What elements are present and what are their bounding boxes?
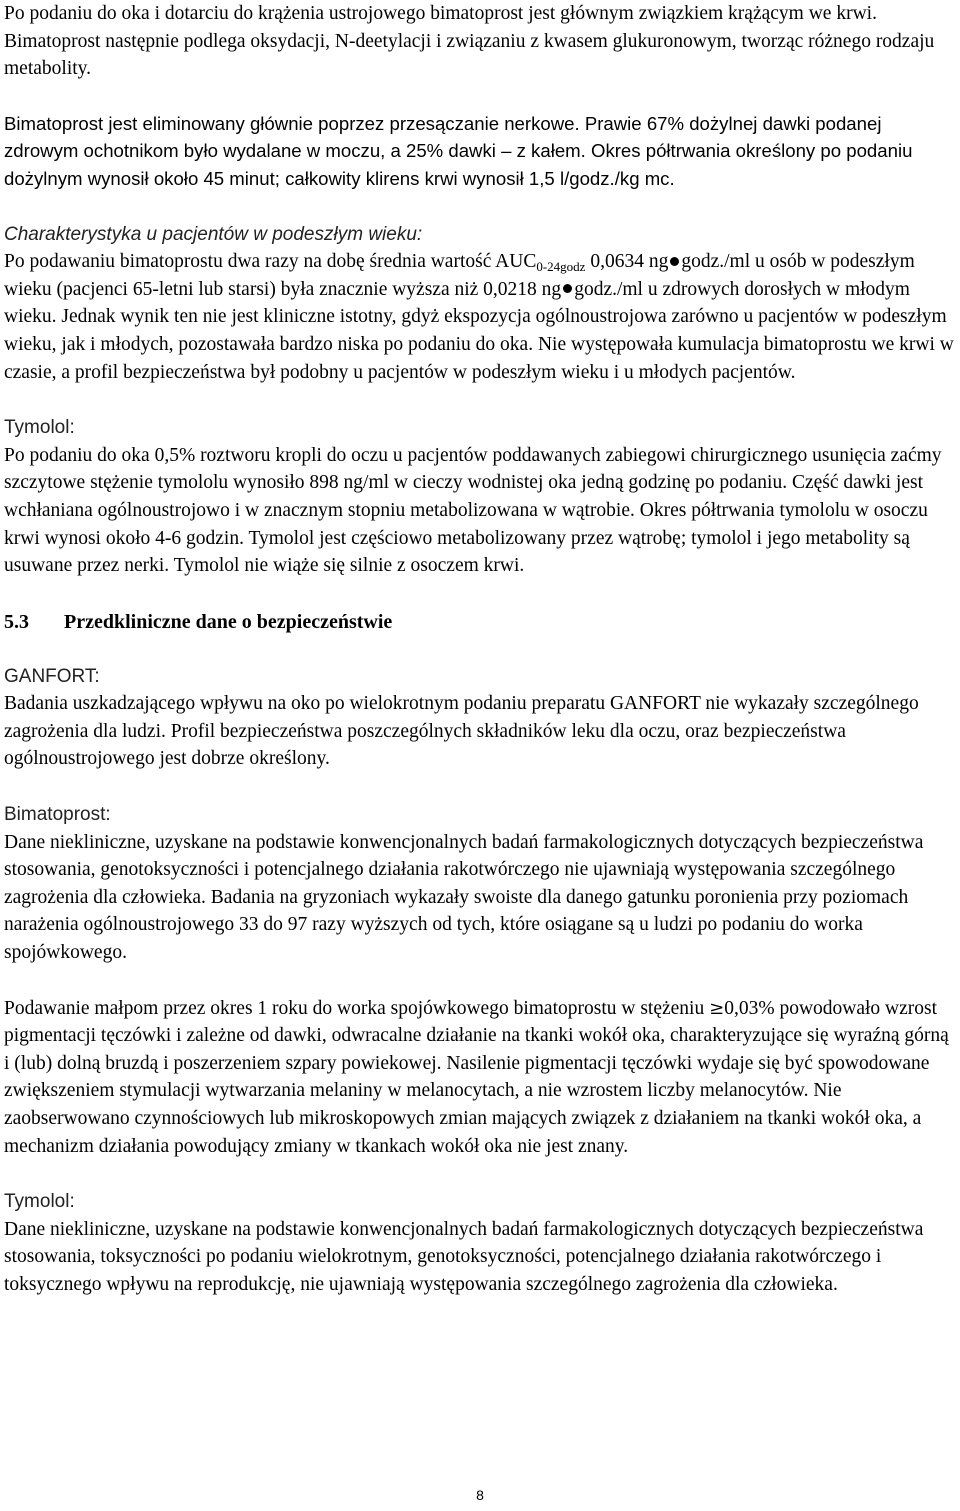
spacer — [4, 636, 956, 663]
document-page — [4, 0, 956, 1299]
ganfort-label: GANFORT: — [4, 665, 100, 687]
section-title: Przedkliniczne dane o bezpieczeństwie — [64, 610, 393, 633]
multiplication-dot-icon — [563, 284, 572, 293]
spacer — [4, 967, 956, 995]
monkey-text-a: Podawanie małpom przez okres 1 roku do worka spojówkowego bimatoprostu w stężeniu — [4, 997, 710, 1019]
page-number: 8 — [476, 1487, 484, 1503]
section-number: 5.3 — [4, 610, 29, 633]
section-heading — [4, 608, 956, 636]
tymolol-pk-label: Tymolol: — [4, 417, 75, 439]
monkey-text-b: 0,03% powodowało wzrost pigmentacji tęczówki i zależne od dawki, odwracalne działanie na tkanki wokół oka, charakteryzujące się wyraźną górną i (lub) dolną bruzdą i poszerzeniem szpary powiekowej. Nasilenie pigmentacji tęczówki wydaje się być spowodowane zwiększeniem stymulacji wytwarzania melaniny w melanocytach, a nie wzrostem liczby melanocytów. Nie zaobserwowano czynnościowych lub mikroskopowych zmian mających związek z działaniem na tkanki wokół oka, a mechanizm działania powodujący zmiany w tkankach wokół oka nie jest znany. — [4, 997, 949, 1157]
spacer — [4, 193, 956, 221]
metabolism-paragraph: Po podaniu do oka i dotarciu do krążenia ustrojowego bimatoprost jest głównym związkiem krążącym we krwi. Bimatoprost następnie podlega oksydacji, N-deetylacji i związaniu z kwasem glukuronowym, tworząc różnego rodzaju metabolity. — [4, 3, 935, 80]
spacer — [4, 1160, 956, 1188]
elimination-paragraph: Bimatoprost jest eliminowany głównie poprzez przesączanie nerkowe. Prawie 67% dożylnej dawki podanej zdrowym ochotnikom było wydalane w moczu, a 25% dawki – z kałem. Okres półtrwania określony po podaniu dożylnym wynosił około 45 minut; całkowity klirens krwi wynosił 1,5 l/godz./kg mc. — [4, 112, 913, 189]
elderly-text-b: 0,0634 ng — [585, 251, 669, 273]
elderly-text-c: godz./ml u osób w podeszłym wieku (pacjenci 65-letni lub starsi) była znacznie wyższa niż 0,0218 ng — [4, 251, 915, 300]
tymolol-pk-paragraph: Po podaniu do oka 0,5% roztworu kropli do oczu u pacjentów poddawanych zabiegowi chirurgicznego usunięcia zaćmy szczytowe stężenie tymololu wynosiło 898 ng/ml w cieczy wodnistej oka jedną godzinę po podaniu. Część dawki jest wchłaniana ogólnoustrojowo i w znacznym stopniu metabolizowana w wątrobie. Okres półtrwania tymololu w osoczu krwi wynosi około 4-6 godzin. Tymolol jest częściowo metabolizowany przez wątrobę; tymolol i jego metabolity są usuwane przez nerki. Tymolol nie wiąże się silnie z osoczem krwi. — [4, 444, 942, 577]
bimatoprost-paragraph: Dane niekliniczne, uzyskane na podstawie konwencjonalnych badań farmakologicznych dotyczących bezpieczeństwa stosowania, genotoksyczności i potencjalnego działania rakotwórczego nie ujawniają występowania szczególnego zagrożenia dla człowieka. Badania na gryzoniach wykazały swoiste dla danego gatunku poronienia przy poziomach narażenia ogólnoustrojowego 33 do 97 razy wyższych od tych, które osiągane są u ludzi po podaniu do worka spojówkowego. — [4, 831, 924, 964]
monkey-study-paragraph — [4, 995, 956, 1161]
bimatoprost-label: Bimatoprost: — [4, 804, 111, 826]
auc-subscript: 0-24godz — [536, 259, 586, 275]
greater-equal-symbol: ≥ — [709, 997, 725, 1019]
spacer — [4, 773, 956, 801]
spacer — [4, 386, 956, 414]
elderly-text-a: Po podawaniu bimatoprostu dwa razy na dobę średnia wartość AUC — [4, 251, 537, 273]
elderly-label: Charakterystyka u pacjentów w podeszłym wieku: — [4, 223, 423, 245]
spacer — [4, 83, 956, 110]
multiplication-dot-icon — [670, 257, 679, 266]
elderly-text-d: godz./ml u zdrowych dorosłych w młodym wieku. Jednak wynik ten nie jest kliniczne istotny, gdyż ekspozycja ogólnoustrojowa zarówno u pacjentów w podeszłym wieku, jak i młodych, pozostawała bardzo niska po podaniu do oka. Nie występowała kumulacja bimatoprostu we krwi w czasie, a profil bezpieczeństwa był podobny u pacjentów w podeszłym wieku i u młodych pacjentów. — [4, 278, 954, 383]
tymolol-preclinical-paragraph: Dane niekliniczne, uzyskane na podstawie konwencjonalnych badań farmakologicznych dotyczących bezpieczeństwa stosowania, toksyczności po podaniu wielokrotnym, genotoksyczności, potencjalnego działania rakotwórczego i toksycznego wpływu na reprodukcję, nie ujawniają występowania szczególnego zagrożenia dla człowieka. — [4, 1218, 924, 1295]
tymolol-preclinical-label: Tymolol: — [4, 1191, 75, 1213]
spacer — [4, 580, 956, 608]
ganfort-paragraph: Badania uszkadzającego wpływu na oko po wielokrotnym podaniu preparatu GANFORT nie wykazały szczególnego zagrożenia dla ludzi. Profil bezpieczeństwa poszczególnych składników leku dla oczu, oraz bezpieczeństwa ogólnoustrojowego jest dobrze określony. — [4, 693, 919, 770]
elderly-paragraph — [4, 248, 956, 386]
